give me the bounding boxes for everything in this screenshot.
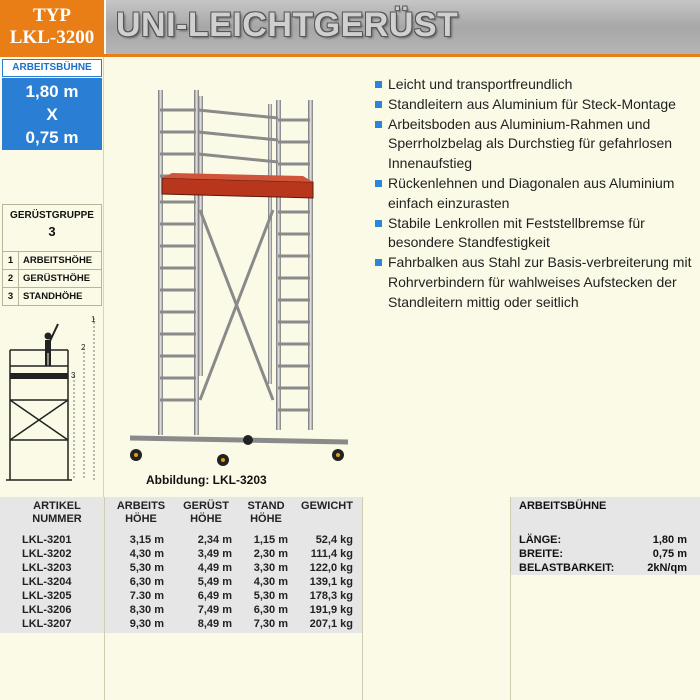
cell-stand-height: 1,15 m bbox=[253, 534, 288, 546]
header-work-height bbox=[108, 500, 174, 526]
height-diagram bbox=[4, 310, 104, 490]
diagram-label-1: 1 bbox=[91, 315, 96, 324]
cell-work-height: 5,30 m bbox=[129, 562, 164, 574]
platform-spec-title: ARBEITSBÜHNE bbox=[519, 500, 607, 512]
legend-label: GERÜSTHÖHE bbox=[23, 273, 91, 284]
cell-article: LKL-3203 bbox=[22, 562, 72, 574]
diagram-label-2: 2 bbox=[81, 343, 86, 352]
platform-spec-value: 1,80 m bbox=[652, 534, 687, 546]
legend-row bbox=[2, 288, 102, 306]
feature-text: Arbeitsboden aus Aluminium-Rahmen und Sperrholzbelag als Durchstieg für gefahrlosen Innenaufstieg bbox=[388, 115, 673, 172]
feature-item bbox=[374, 214, 694, 254]
cell-scaffold-height: 6,49 m bbox=[197, 590, 232, 602]
bullet-square-icon bbox=[375, 101, 382, 108]
platform-label: ARBEITSBÜHNE bbox=[2, 59, 102, 77]
header-stand-height-line1: STAND bbox=[247, 500, 285, 512]
header-stand-height-line2: HÖHE bbox=[250, 513, 282, 525]
cell-article: LKL-3207 bbox=[22, 618, 72, 630]
cell-stand-height: 7,30 m bbox=[253, 618, 288, 630]
bullet-square-icon bbox=[375, 121, 382, 128]
platform-spec-value: 0,75 m bbox=[652, 548, 687, 560]
legend-number: 2 bbox=[3, 270, 19, 287]
header-scaffold-height-line2: HÖHE bbox=[190, 513, 222, 525]
platform-spec-label: LÄNGE: bbox=[519, 534, 562, 546]
type-model: LKL-3200 bbox=[9, 27, 95, 48]
platform-spec-label: BELASTBARKEIT: bbox=[519, 562, 615, 574]
scaffold-group-box bbox=[2, 204, 102, 252]
platform-x: X bbox=[46, 105, 58, 124]
legend-row bbox=[2, 270, 102, 288]
scaffold-illustration bbox=[108, 70, 358, 470]
bullet-square-icon bbox=[375, 180, 382, 187]
cell-weight: 191,9 kg bbox=[309, 604, 353, 616]
image-caption: Abbildung: LKL-3203 bbox=[146, 473, 267, 487]
header-article-line1: ARTIKEL bbox=[33, 500, 81, 512]
type-label: TYP bbox=[33, 5, 71, 26]
cell-article: LKL-3204 bbox=[22, 576, 72, 588]
cell-stand-height: 5,30 m bbox=[253, 590, 288, 602]
platform-spec-row bbox=[519, 547, 687, 561]
cell-work-height: 3,15 m bbox=[129, 534, 164, 546]
cell-weight: 111,4 kg bbox=[310, 548, 353, 560]
cell-article: LKL-3201 bbox=[22, 534, 72, 546]
feature-item bbox=[374, 95, 694, 115]
legend-label: ARBEITSHÖHE bbox=[23, 255, 93, 266]
scaffold-group-label: GERÜSTGRUPPE bbox=[10, 210, 94, 221]
cell-weight: 122,0 kg bbox=[309, 562, 353, 574]
diagram-platform bbox=[10, 373, 68, 379]
cell-work-height: 6,30 m bbox=[129, 576, 164, 588]
column-divider bbox=[104, 497, 105, 700]
scaffold-group-value: 3 bbox=[48, 224, 56, 239]
feature-text: Rückenlehnen und Diagonalen aus Aluminium einfach einzurasten bbox=[388, 174, 675, 211]
cell-work-height: 9,30 m bbox=[129, 618, 164, 630]
cell-article: LKL-3206 bbox=[22, 604, 72, 616]
header-article bbox=[22, 500, 92, 526]
cell-weight: 52,4 kg bbox=[315, 534, 353, 546]
feature-text: Standleitern aus Aluminium für Steck-Montage bbox=[388, 95, 676, 112]
legend-number: 1 bbox=[3, 252, 19, 269]
feature-item bbox=[374, 174, 694, 214]
cell-stand-height: 3,30 m bbox=[253, 562, 288, 574]
header-scaffold-height bbox=[176, 500, 236, 526]
header-scaffold-height-line1: GERÜST bbox=[183, 500, 229, 512]
cell-stand-height: 2,30 m bbox=[253, 548, 288, 560]
platform-spec-row bbox=[519, 533, 687, 547]
cell-weight: 178,3 kg bbox=[309, 590, 353, 602]
platform-dimensions bbox=[2, 78, 102, 150]
cell-stand-height: 6,30 m bbox=[253, 604, 288, 616]
header-article-line2: NUMMER bbox=[32, 513, 82, 525]
header-work-height-line2: HÖHE bbox=[125, 513, 157, 525]
platform-spec-label: BREITE: bbox=[519, 548, 563, 560]
column-divider bbox=[510, 497, 511, 700]
cell-scaffold-height: 7,49 m bbox=[197, 604, 232, 616]
platform-length: 1,80 m bbox=[25, 82, 79, 101]
cell-work-height: 4,30 m bbox=[129, 548, 164, 560]
column-divider bbox=[362, 497, 363, 700]
feature-list bbox=[374, 75, 694, 313]
worker-figure bbox=[45, 324, 59, 366]
cell-scaffold-height: 2,34 m bbox=[197, 534, 232, 546]
bullet-square-icon bbox=[375, 259, 382, 266]
diagram-label-3: 3 bbox=[71, 371, 76, 380]
header-divider bbox=[0, 54, 700, 57]
header-weight bbox=[296, 500, 358, 513]
feature-item bbox=[374, 253, 694, 312]
cell-weight: 139,1 kg bbox=[309, 576, 353, 588]
cell-work-height: 8,30 m bbox=[129, 604, 164, 616]
platform-width: 0,75 m bbox=[25, 128, 79, 147]
feature-item bbox=[374, 75, 694, 95]
cell-scaffold-height: 8,49 m bbox=[197, 618, 232, 630]
platform-spec-value: 2kN/qm bbox=[647, 562, 687, 574]
cell-article: LKL-3202 bbox=[22, 548, 72, 560]
cell-stand-height: 4,30 m bbox=[253, 576, 288, 588]
bullet-square-icon bbox=[375, 81, 382, 88]
legend-row bbox=[2, 252, 102, 270]
cell-scaffold-height: 3,49 m bbox=[197, 548, 232, 560]
cell-scaffold-height: 4,49 m bbox=[197, 562, 232, 574]
cell-weight: 207,1 kg bbox=[309, 618, 353, 630]
feature-item bbox=[374, 115, 694, 174]
feature-text: Stabile Lenkrollen mit Feststellbremse für besondere Standfestigkeit bbox=[388, 214, 645, 251]
feature-text: Leicht und transportfreundlich bbox=[388, 76, 573, 92]
cell-article: LKL-3205 bbox=[22, 590, 72, 602]
header-stand-height bbox=[240, 500, 292, 526]
platform-spec-row bbox=[519, 561, 687, 575]
cell-scaffold-height: 5,49 m bbox=[197, 576, 232, 588]
type-badge bbox=[0, 0, 104, 54]
header-work-height-line1: ARBEITS bbox=[116, 500, 166, 512]
cell-work-height: 7.30 m bbox=[129, 590, 164, 602]
feature-text: Fahrbalken aus Stahl zur Basis-verbreiterung mit Rohrverbindern für wahlweises Aufstecken der Standleitern mittig oder seitlich bbox=[388, 254, 692, 310]
header-weight-line1: GEWICHT bbox=[301, 500, 353, 512]
legend-number: 3 bbox=[3, 288, 19, 305]
page-title: UNI-LEICHTGERÜST bbox=[116, 6, 459, 44]
legend-label: STANDHÖHE bbox=[23, 291, 83, 302]
bullet-square-icon bbox=[375, 220, 382, 227]
